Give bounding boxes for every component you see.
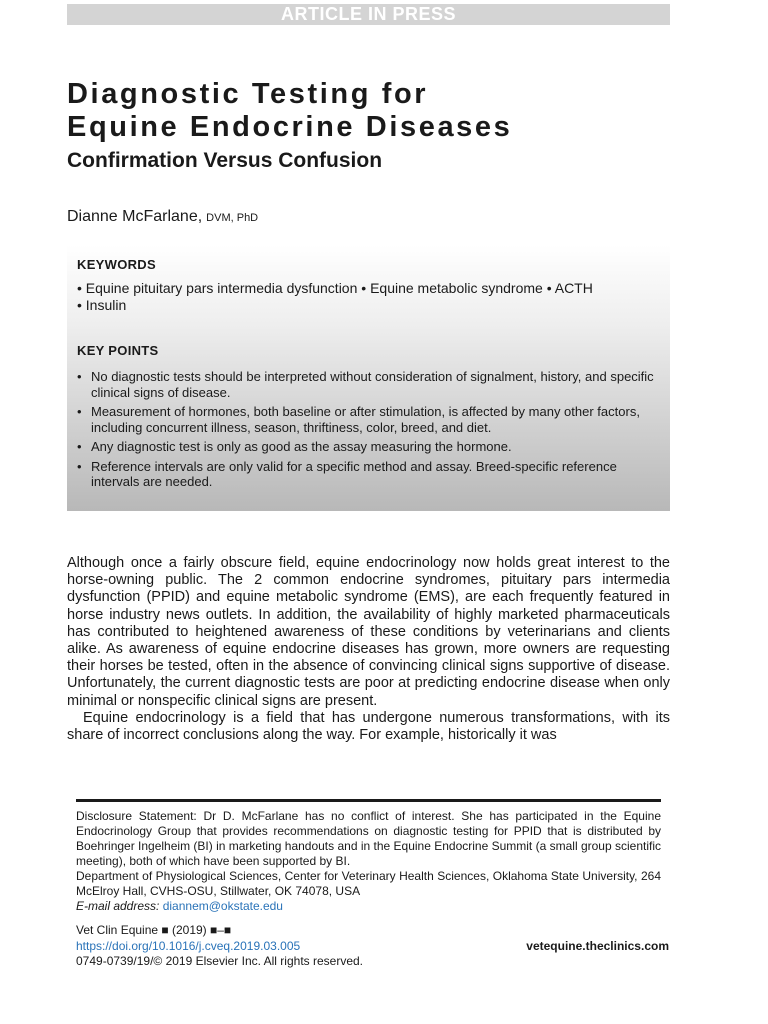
email-line	[76, 899, 661, 914]
email-label: E-mail address:	[76, 899, 160, 913]
disclosure-statement: Disclosure Statement: Dr D. McFarlane has no conflict of interest. She has participated in the Equine Endocrinology Group that provides recommendations on diagnostic testing for PPID that is distributed by Boehringer Ingelheim (BI) in marketing handouts and in the Equine Endocrine Summit (a small group scientific meeting), both of which have been supported by BI.	[76, 809, 661, 868]
article-title	[67, 78, 687, 144]
author-byline	[67, 207, 258, 228]
citation-footer	[76, 923, 363, 970]
copyright-line: 0749-0739/19/© 2019 Elsevier Inc. All rights reserved.	[76, 954, 364, 968]
email-link[interactable]: diannem@okstate.edu	[162, 899, 283, 913]
footnote-divider	[76, 799, 661, 802]
key-points-list	[77, 369, 663, 494]
key-point-item: • Any diagnostic test is only as good as the assay measuring the hormone.	[77, 439, 663, 455]
disclosure-footnote	[76, 809, 661, 914]
title-line-1: Diagnostic Testing for	[67, 78, 429, 110]
article-subtitle: Confirmation Versus Confusion	[67, 149, 383, 172]
body-paragraph-1: Although once a fairly obscure field, equine endocrinology now holds great interest to the horse-owning public. The 2 common endocrine syndromes, pituitary pars intermedia dysfunction (PPID) and equine metabolic syndrome (EMS), are each frequently featured in horse industry news outlets. In addition, the availability of highly marketed pharmaceuticals has contributed to heightened awareness of these conditions by veterinarians and clients alike. As awareness of equine endocrine diseases has grown, more owners are requesting their horses be tested, often in the absence of convincing clinical signs supportive of disease. Unfortunately, the current diagnostic tests are poor at predicting endocrine disease when only minimal or nonspecific clinical signs are present.	[67, 555, 670, 709]
keywords-list	[77, 280, 667, 314]
keywords-heading: KEYWORDS	[77, 257, 156, 272]
key-point-item: • Reference intervals are only valid for a specific method and assay. Breed-specific reference intervals are needed.	[77, 459, 663, 490]
key-point-item: • No diagnostic tests should be interpreted without consideration of signalment, history, and specific clinical signs of disease.	[77, 369, 663, 400]
doi-link[interactable]: https://doi.org/10.1016/j.cveq.2019.03.005	[76, 938, 301, 953]
keywords-line-2: • Insulin	[77, 297, 127, 313]
body-paragraph-2: Equine endocrinology is a field that has undergone numerous transformations, with its share of incorrect conclusions along the way. For example, historically it was	[67, 709, 670, 744]
key-points-heading: KEY POINTS	[77, 343, 159, 358]
journal-website[interactable]: vetequine.theclinics.com	[526, 939, 669, 953]
article-in-press-banner: ARTICLE IN PRESS	[67, 4, 670, 25]
author-name: Dianne McFarlane,	[67, 208, 203, 225]
title-line-2: Equine Endocrine Diseases	[67, 111, 513, 143]
journal-citation: Vet Clin Equine ■ (2019) ■–■	[76, 923, 232, 937]
key-point-item: • Measurement of hormones, both baseline or after stimulation, is affected by many other factors, including concurrent illness, season, thriftiness, color, breed, and diet.	[77, 404, 663, 435]
keywords-line-1: • Equine pituitary pars intermedia dysfunction • Equine metabolic syndrome • ACTH	[77, 280, 593, 296]
keywords-keypoints-box	[67, 245, 670, 511]
article-body	[67, 555, 670, 744]
author-degrees: DVM, PhD	[206, 212, 259, 224]
author-affiliation: Department of Physiological Sciences, Center for Veterinary Health Sciences, Oklahoma State University, 264 McElroy Hall, CVHS-OSU, Stillwater, OK 74078, USA	[76, 869, 661, 898]
